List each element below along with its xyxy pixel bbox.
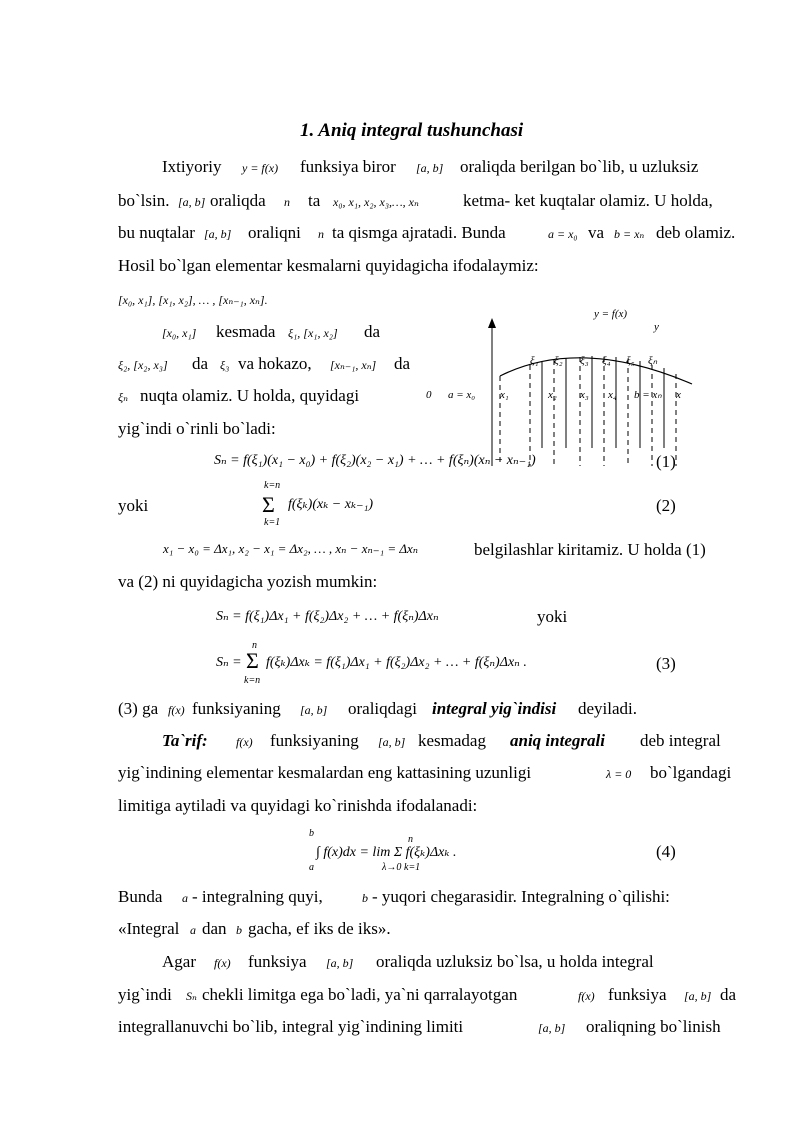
- text: va hokazo,: [238, 354, 312, 373]
- sum-lower: k=1: [404, 862, 421, 873]
- text: va (2) ni quyidagicha yozish mumkin:: [118, 572, 378, 591]
- graph-xi-label: ξ₁: [530, 355, 539, 367]
- sum-upper: n: [408, 834, 413, 845]
- equation-4: ∫ f(x)dx = lim Σ f(ξₖ)Δxₖ .: [316, 845, 457, 860]
- text: Bunda: [118, 887, 163, 906]
- text: dan: [202, 919, 227, 938]
- formula: a: [182, 891, 188, 905]
- graph-xi-label: ξ₅: [626, 355, 635, 367]
- equation-sn: Sₙ = f(ξ₁)Δx₁ + f(ξ₂)Δx₂ + … + f(ξₙ)Δxₙ: [216, 609, 439, 624]
- formula: f(x): [168, 703, 185, 717]
- text: kesmada: [216, 322, 276, 341]
- text: da: [720, 985, 737, 1004]
- equation-number: (3): [656, 654, 676, 673]
- text: da: [364, 322, 381, 341]
- formula: b: [236, 923, 242, 937]
- formula: [a, b]: [538, 1021, 566, 1035]
- riemann-sum-figure: [426, 308, 700, 468]
- formula: n: [284, 195, 290, 209]
- sum-upper: k=n: [264, 480, 281, 491]
- graph-x-label: x₁: [500, 389, 509, 401]
- text: bo`lsin.: [118, 191, 170, 210]
- graph-xi-label: ξ₄: [602, 355, 611, 367]
- text: limitiga aytiladi va quyidagi ko`rinishda ifodalanadi:: [118, 796, 478, 815]
- graph-f-label: y = f(x): [594, 308, 628, 320]
- graph-xi-label: ξₙ: [648, 355, 658, 367]
- formula: a: [190, 923, 196, 937]
- text: funksiyaning: [270, 731, 359, 750]
- formula: Sₙ: [186, 989, 197, 1003]
- text: da: [192, 354, 209, 373]
- formula: [a, b]: [326, 956, 354, 970]
- formula: x₀, x₁, x₂, x₃,…, xₙ: [333, 195, 419, 209]
- formula: ξₙ: [118, 390, 129, 404]
- text: chekli limitga ega bo`ladi, ya`ni qarralayotgan: [202, 985, 518, 1004]
- text: nuqta olamiz. U holda, quyidagi: [140, 386, 360, 405]
- delta-definitions: x₁ − x₀ = Δx₁, x₂ − x₁ = Δx₂, … , xₙ − xₙ₋₁ = Δxₙ: [163, 541, 419, 556]
- formula: y = f(x): [242, 161, 279, 175]
- sum-lower: k=n: [244, 675, 261, 686]
- text: oraliqdagi: [348, 699, 417, 718]
- graph-x-label-b: b = xₙ: [634, 389, 662, 401]
- formula: [a, b]: [300, 703, 328, 717]
- sum-lower: k=1: [264, 517, 281, 528]
- emphasis: aniq integrali: [510, 731, 605, 750]
- sigma-symbol: Σ: [262, 492, 275, 517]
- text: oraliqni: [248, 223, 301, 242]
- text: funksiya: [608, 985, 667, 1004]
- text: ta qismga ajratadi. Bunda: [332, 223, 506, 242]
- formula: [a, b]: [178, 195, 206, 209]
- text: Ixtiyoriy: [162, 157, 222, 176]
- text: «Integral: [118, 919, 180, 938]
- graph-xi-label: ξ₃: [580, 355, 589, 367]
- formula: [x₀, x₁], [x₁, x₂], … , [xₙ₋₁, xₙ].: [118, 293, 268, 307]
- equation-3-left: Sₙ =: [216, 655, 242, 670]
- text: bo`lgandagi: [650, 763, 732, 782]
- formula: f(x): [578, 989, 595, 1003]
- equation-number: (1): [656, 452, 676, 471]
- text: deyiladi.: [578, 699, 638, 718]
- text: oraliqda uzluksiz bo`lsa, u holda integral: [376, 952, 654, 971]
- section-title: 1. Aniq integral tushunchasi: [300, 120, 524, 141]
- sigma-symbol: Σ: [246, 648, 259, 673]
- equation-number: (2): [656, 496, 676, 515]
- limit-sub: λ→0: [382, 862, 402, 873]
- text: gacha, ef iks de iks».: [248, 919, 391, 938]
- sum-upper: n: [252, 640, 257, 651]
- formula: ξ₃: [220, 358, 230, 372]
- graph-origin: 0: [426, 389, 432, 401]
- integral-lower: a: [309, 862, 314, 873]
- formula: b = xₙ: [614, 227, 645, 241]
- formula: [a, b]: [684, 989, 712, 1003]
- graph-x-label: x₄: [608, 389, 617, 401]
- text: ketma- ket kuqtalar olamiz. U holda,: [463, 191, 713, 210]
- formula: a = x₀: [548, 227, 578, 241]
- graph-x-label: x₂: [548, 389, 557, 401]
- text: bu nuqtalar: [118, 223, 195, 242]
- text: kesmadag: [418, 731, 486, 750]
- formula: [a, b]: [378, 735, 406, 749]
- equation-number: (4): [656, 842, 676, 861]
- text: funksiya: [248, 952, 307, 971]
- text: oraliqning bo`linish: [586, 1017, 721, 1036]
- equation-2: f(ξₖ)(xₖ − xₖ₋₁): [288, 497, 373, 512]
- text: belgilashlar kiritamiz. U holda (1): [474, 540, 706, 559]
- equation-1: Sₙ = f(ξ₁)(x₁ − x₀) + f(ξ₂)(x₂ − x₁) + … + f(ξₙ)(xₙ − xₙ₋₁): [214, 453, 536, 468]
- text: ta: [308, 191, 321, 210]
- text: da: [394, 354, 411, 373]
- text: deb integral: [640, 731, 721, 750]
- definition-label: Ta`rif:: [162, 731, 208, 750]
- text: funksiya biror: [300, 157, 396, 176]
- formula: b: [362, 891, 368, 905]
- formula: n: [318, 227, 324, 241]
- text: yoki: [537, 607, 568, 626]
- text: funksiyaning: [192, 699, 281, 718]
- formula: λ = 0: [606, 767, 632, 781]
- text: Hosil bo`lgan elementar kesmalarni quyidagicha ifodalaymiz:: [118, 256, 539, 275]
- text: yoki: [118, 496, 149, 515]
- text: oraliqda: [210, 191, 266, 210]
- graph-x-label: x: [676, 389, 681, 401]
- graph-x-label-a: a = x₀: [448, 389, 476, 401]
- text: - yuqori chegarasidir. Integralning o`qilishi:: [372, 887, 670, 906]
- text: yig`indi: [118, 985, 172, 1004]
- text: yig`indining elementar kesmalardan eng kattasining uzunligi: [118, 763, 532, 782]
- graph-xi-label: ξ₂: [554, 355, 563, 367]
- formula: ξ₂, [x₂, x₃]: [118, 358, 168, 372]
- text: integrallanuvchi bo`lib, integral yig`indining limiti: [118, 1017, 464, 1036]
- formula: f(x): [236, 735, 253, 749]
- graph-x-label: x₃: [580, 389, 589, 401]
- formula: f(x): [214, 956, 231, 970]
- text: deb olamiz.: [656, 223, 736, 242]
- formula: [xₙ₋₁, xₙ]: [330, 358, 377, 372]
- emphasis: integral yig`indisi: [432, 699, 557, 718]
- text: (3) ga: [118, 699, 159, 718]
- text: Agar: [162, 952, 196, 971]
- formula: [a, b]: [416, 161, 444, 175]
- text: oraliqda berilgan bo`lib, u uzluksiz: [460, 157, 699, 176]
- formula: [x₀, x₁]: [162, 326, 197, 340]
- text: va: [588, 223, 605, 242]
- graph-y-label: y: [654, 321, 659, 333]
- text: - integralning quyi,: [192, 887, 323, 906]
- integral-upper: b: [309, 828, 314, 839]
- formula: ξ₁, [x₁, x₂]: [288, 326, 338, 340]
- formula: [a, b]: [204, 227, 232, 241]
- text: yig`indi o`rinli bo`ladi:: [118, 419, 276, 438]
- equation-3: f(ξₖ)Δxₖ = f(ξ₁)Δx₁ + f(ξ₂)Δx₂ + … + f(ξₙ)Δxₙ .: [266, 655, 527, 670]
